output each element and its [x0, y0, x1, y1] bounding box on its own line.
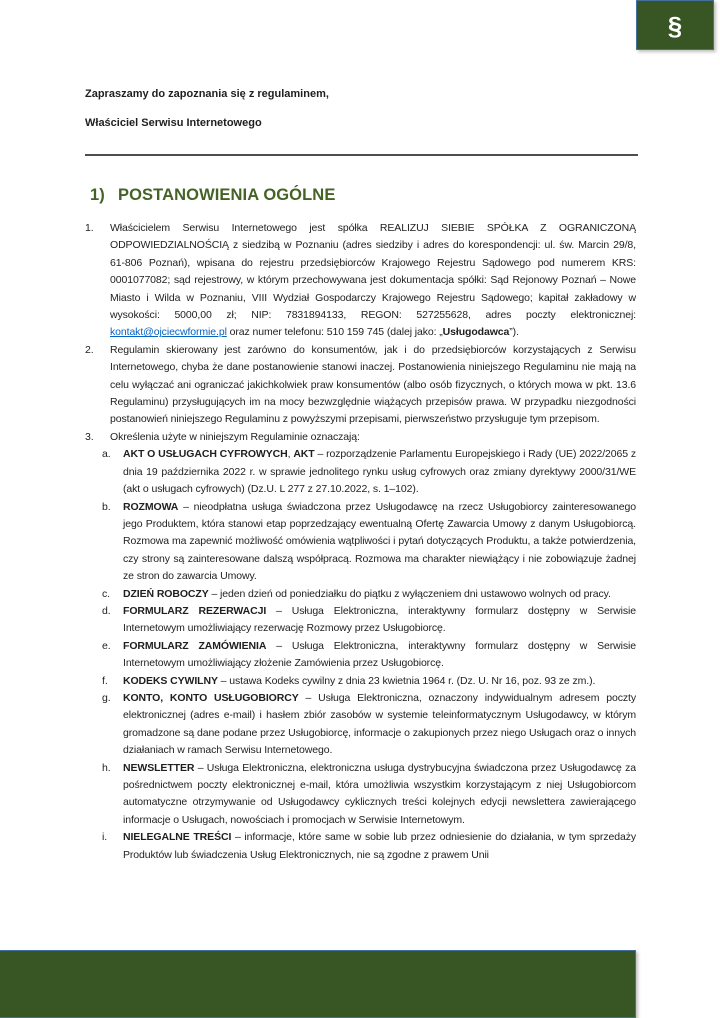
list-item-text [110, 220, 636, 342]
definition-text [123, 603, 636, 638]
section-sign-icon: § [667, 11, 683, 41]
text-run: – rozporządzenie Parlamentu Europejskiego i Rady (UE) 2022/2065 z dnia 19 października 2022 r. w sprawie jednolitego rynku usług cyfrowych oraz zmiany dyrektywy 2000/31/WE (akt o usługach cyfrowych) (Dz.U. L 277 z 27.10.2022, s. 1–102). [123, 448, 636, 496]
text-run: FORMULARZ ZAMÓWIENIA [123, 639, 267, 652]
text-run: – informacje, które same w sobie lub przez odniesienie do działania, w tym sprzedaży Produktów lub świadczenia Usług Elektronicznych, nie są zgodne z prawem Unii [123, 831, 636, 861]
text-run: – Usługa Elektroniczna, elektroniczna usługa dystrybucyjna świadczona przez Usługodawcę za pośrednictwem poczty elektronicznej e-mail, która umożliwia wszystkim korzystającym z niej Usługobiorcom automatyczne otrzymywanie od Usługodawcy cyklicznych treści kolejnych edycji newslettera zawierającego informacje o Usługach, nowościach i promocjach w Serwisie Internetowym. [123, 761, 636, 826]
definition-item [102, 586, 636, 603]
text-run: ”). [509, 326, 519, 339]
text-run: , [287, 448, 294, 461]
definition-item [102, 760, 636, 830]
section-title: POSTANOWIENIA OGÓLNE [118, 186, 336, 204]
text-run: DZIEŃ ROBOCZY [123, 587, 209, 600]
intro-line-invitation: Zapraszamy do zapoznania się z regulaminem, [85, 88, 329, 100]
definition-letter: i. [102, 831, 108, 844]
definition-item [102, 638, 636, 673]
intro-block [85, 80, 635, 138]
definition-letter: f. [102, 674, 108, 687]
terms-content [85, 220, 636, 948]
text-run: – nieodpłatna usługa świadczona przez Usługodawcę na rzecz Usługobiorcy zainteresowanego jego Produktem, która stanowi etap poprzedzający ewentualną Ofertę Zawarcia Umowy z danym Usługobiorcą. Rozmowa ma zapewnić możliwość omówienia wątpliwości i pytań dotyczących Produktu, a także potwierdzenia, czy strony są zainteresowane dalszą współpracą. Rozmowa ma charakter niewiążący i nie zobowiązuje żadnej ze stron do zawarcia Umowy. [123, 500, 636, 583]
text-run: NIELEGALNE TREŚCI [123, 831, 232, 844]
list-item-text [110, 429, 636, 446]
list-item-number: 3. [85, 430, 94, 443]
text-run: – Usługa Elektroniczna, interaktywny formularz dostępny w Serwisie Internetowym umożliwiający rezerwację Rozmowy przez Usługobiorcę. [123, 604, 636, 635]
definition-text [123, 446, 636, 498]
text-run: – Usługa Elektroniczna, interaktywny formularz dostępny w Serwisie Internetowym umożliwiający złożenie Zamówienia przez Usługobiorcę. [123, 639, 636, 670]
definition-letter: e. [102, 639, 111, 652]
definition-text [123, 673, 636, 690]
text-run: – jeden dzień od poniedziałku do piątku z wyłączeniem dni ustawowo wolnych od pracy. [208, 587, 611, 600]
definition-item [102, 673, 636, 690]
text-run: AKT [293, 448, 315, 461]
definition-letter: b. [102, 500, 111, 513]
definition-item [102, 690, 636, 760]
text-run: AKT O USŁUGACH CYFROWYCH [123, 448, 288, 461]
text-run: Właścicielem Serwisu Internetowego jest spółka REALIZUJ SIEBIE SPÓŁKA Z OGRANICZONĄ ODPOWIEDZIALNOŚCIĄ z siedzibą w Poznaniu (adres siedziby i adres do korespondencji: ul. św. Marcin 29/8, 61-806 Poznań), wpisana do rejestru przedsiębiorców Krajowego Rejestru Sądowego pod numerem KRS: 0001077082; sąd rejestrowy, w którym przechowywana jest dokumentacja spółki: Sąd Rejonowy Poznań – Nowe Miasto i Wilda w Poznaniu, VIII Wydział Gospodarczy Krajowego Rejestru Sądowego; kapitał zakładowy w wysokości: 5000,00 zł; NIP: 7831894133, REGON: 527255628, adres poczty elektronicznej: [110, 222, 636, 322]
corner-accent-box [636, 0, 714, 50]
text-run: oraz numer telefonu: 510 159 745 (dalej jako: „ [226, 326, 443, 339]
intro-line-owner: Właściciel Serwisu Internetowego [85, 117, 262, 129]
footer-accent-bar [0, 950, 636, 1018]
list-item-number: 1. [85, 222, 94, 234]
definition-item [102, 829, 636, 864]
text-run: KONTO, KONTO USŁUGOBIORCY [123, 691, 299, 704]
text-run: NEWSLETTER [123, 761, 195, 774]
definition-letter: d. [102, 604, 111, 617]
definition-text [123, 638, 636, 673]
definition-letter: g. [102, 691, 111, 704]
list-item [85, 429, 636, 446]
list-item [85, 220, 636, 342]
text-run: Określenia użyte w niniejszym Regulaminie oznaczają: [110, 430, 360, 443]
text-run: Usługodawca [442, 326, 510, 339]
definition-item [102, 499, 636, 586]
definition-item [102, 603, 636, 638]
horizontal-divider [85, 154, 638, 156]
definition-text [123, 829, 636, 864]
definition-letter: a. [102, 448, 111, 461]
text-run: FORMULARZ REZERWACJI [123, 604, 267, 617]
text-run: – Usługa Elektroniczna, oznaczony indywidualnym adresem poczty elektronicznej (adres e-mail) i hasłem zbiór zasobów w systemie teleinformatycznym Usługodawcy, w którym gromadzone są dane podane przez Usługobiorcę, informacje o zakupionych przez niego Usługach oraz o innych działaniach w ramach Serwisu Internetowego. [123, 691, 636, 757]
definition-text [123, 760, 636, 830]
definition-text [123, 690, 636, 760]
text-run: – ustawa Kodeks cywilny z dnia 23 kwietnia 1964 r. (Dz. U. Nr 16, poz. 93 ze zm.). [217, 674, 596, 687]
text-run: Regulamin skierowany jest zarówno do konsumentów, jak i do przedsiębiorców korzystających z Serwisu Internetowego, chyba że dane postanowienie stanowi inaczej. Postanowienia niniejszego Regulaminu nie mają na celu wyłączać ani ograniczać jakichkolwiek praw konsumentów (albo osób fizycznych, o których mowa w pkt. 13.6 Regulaminu) przysługujących im na mocy bezwzględnie wiążących przepisów prawa. W przypadku niezgodności postanowień niniejszego Regulaminu z powyższymi przepisami, pierwszeństwo przysługuje tym przepisom. [110, 343, 636, 426]
text-run: KODEKS CYWILNY [123, 674, 218, 687]
section-heading [90, 186, 335, 205]
text-run: ROZMOWA [123, 500, 179, 513]
definition-text [123, 586, 636, 603]
list-item-number: 2. [85, 343, 94, 356]
definition-letter: c. [102, 587, 110, 600]
definition-letter: h. [102, 761, 111, 774]
list-item [85, 342, 636, 429]
definition-item [102, 446, 636, 498]
section-number: 1) [90, 186, 105, 204]
definition-text [123, 499, 636, 586]
email-link[interactable]: kontakt@ojciecwformie.pl [110, 326, 227, 339]
list-item-text [110, 342, 636, 429]
